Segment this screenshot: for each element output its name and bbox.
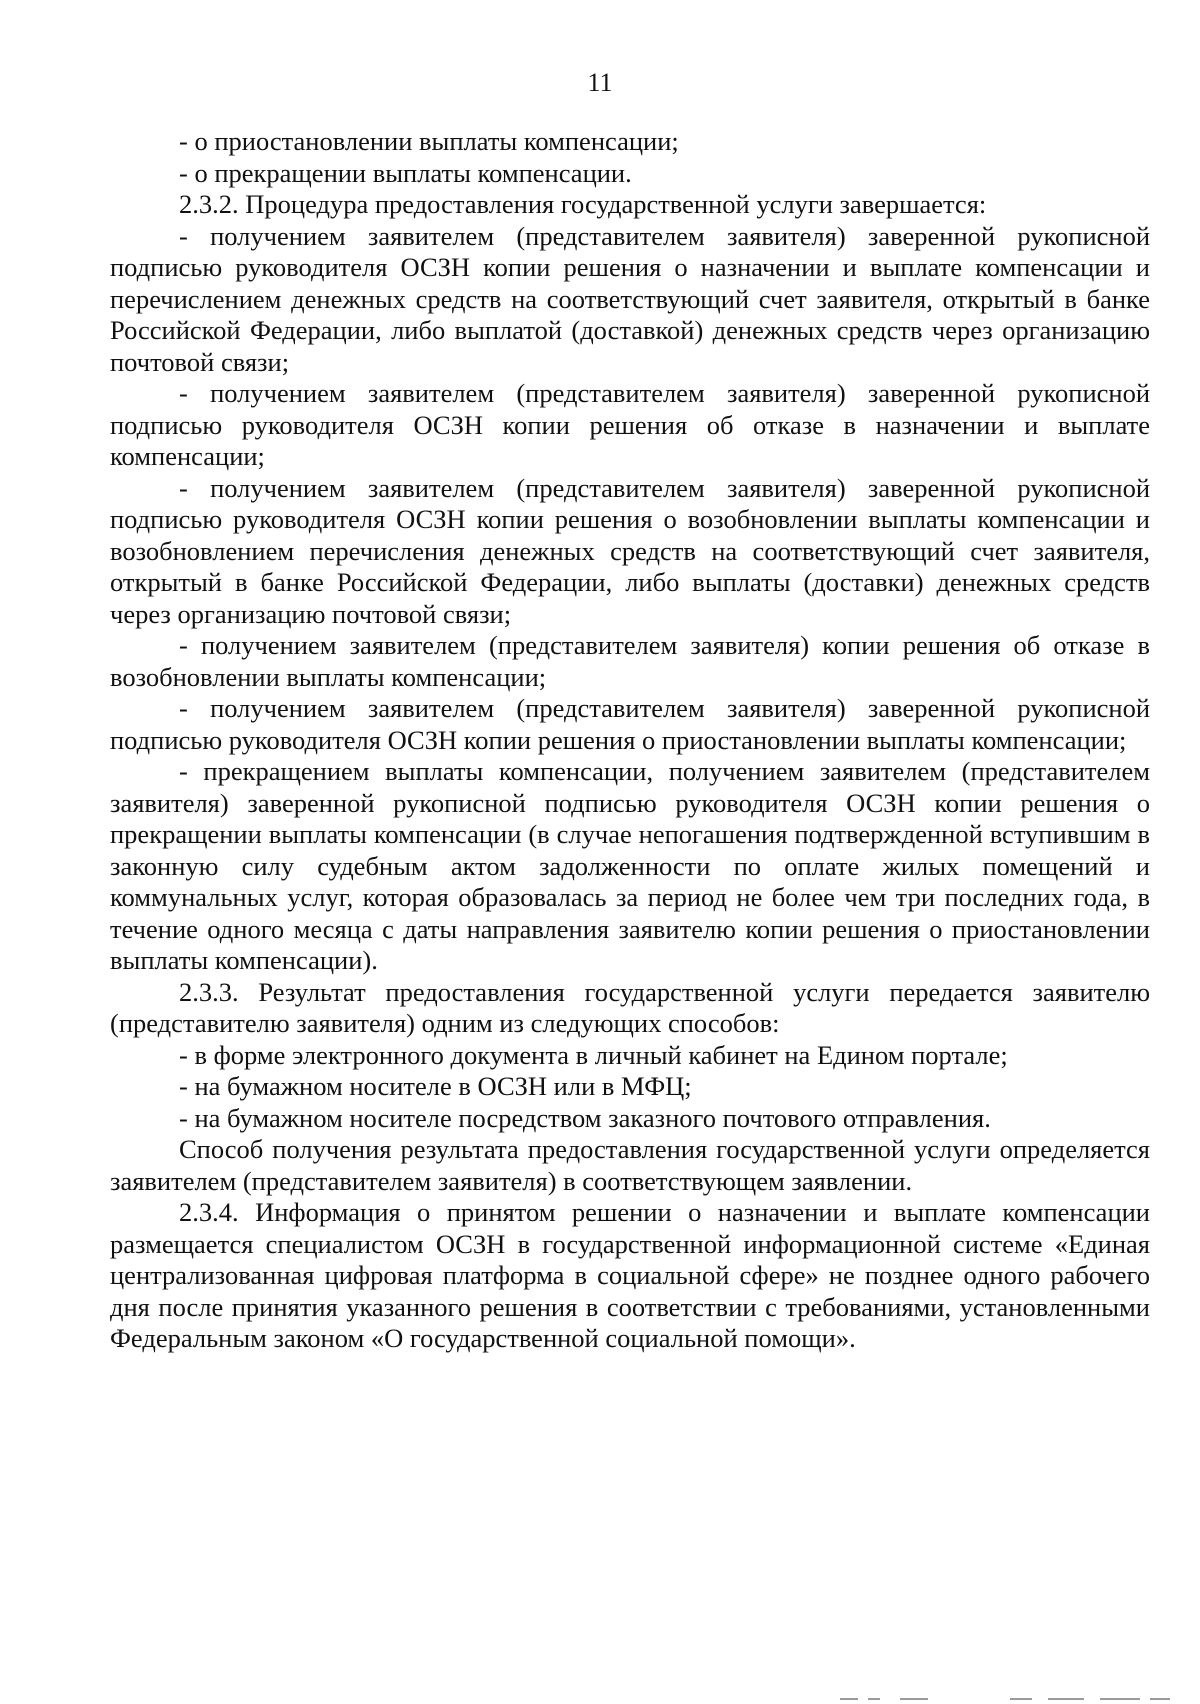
paragraph-completion-refusal: - получением заявителем (представителем заявителя) заверенной рукописной подписью руководителя ОСЗН копии решения об отказе в назначении и выплате компенсации; xyxy=(110,378,1150,471)
paragraph-completion-resumption: - получением заявителем (представителем заявителя) заверенной рукописной подписью руководителя ОСЗН копии решения о возобновлении выплаты компенсации и возобновлением перечисления денежных средств на соответствующий счет заявителя, открытый в банке Российской Федерации, либо выплаты (доставки) денежных средств через организацию почтовой связи; xyxy=(110,472,1150,629)
scan-artifact-mark xyxy=(1100,1698,1140,1700)
paragraph-termination-item: - о прекращении выплаты компенсации. xyxy=(179,157,632,188)
paragraph-2-3-3-result-delivery: 2.3.3. Результат предоставления государственной услуги передается заявителю (представителю заявителя) одним из следующих способов: xyxy=(110,976,1150,1038)
paragraph-completion-termination: - прекращением выплаты компенсации, получением заявителем (представителем заявителя) заверенной рукописной подписью руководителя ОСЗН копии решения о прекращении выплаты компенсации (в случае непогашения подтвержденной вступившим в законную силу судебным актом задолженности по оплате жилых помещений и коммунальных услуг, которая образовалась за период не более чем три последних года, в течение одного месяца с даты направления заявителю копии решения о приостановлении выплаты компенсации). xyxy=(110,756,1150,975)
page-number: 11 xyxy=(587,68,613,97)
paragraph-2-3-4-information: 2.3.4. Информация о принятом решении о назначении и выплате компенсации размещается специалистом ОСЗН в государственной информационной системе «Единая централизованная цифровая платформа в социальной сфере» не позднее одного рабочего дня после принятия указанного решения в соответствии с требованиями, установленными Федеральным законом «О государственной социальной помощи». xyxy=(110,1197,1150,1353)
paragraph-delivery-method: Способ получения результата предоставления государственной услуги определяется заявителем (представителем заявителя) в соответствующем заявлении. xyxy=(110,1134,1150,1196)
document-body xyxy=(110,126,1150,1355)
scan-artifact-mark xyxy=(900,1698,928,1700)
scan-artifact-mark xyxy=(868,1698,880,1700)
scan-artifact-mark xyxy=(1010,1698,1032,1700)
paragraph-completion-suspension: - получением заявителем (представителем заявителя) заверенной рукописной подписью руководителя ОСЗН копии решения о приостановлении выплаты компенсации; xyxy=(110,693,1150,755)
paragraph-completion-resumption-refusal: - получением заявителем (представителем заявителя) копии решения об отказе в возобновлении выплаты компенсации; xyxy=(110,630,1150,692)
scan-artifact-mark xyxy=(1048,1698,1084,1700)
scan-artifact-mark xyxy=(840,1698,858,1700)
paragraph-2-3-2-heading: 2.3.2. Процедура предоставления государственной услуги завершается: xyxy=(179,189,987,219)
paragraph-delivery-paper-mail: - на бумажном носителе посредством заказного почтового отправления. xyxy=(179,1102,991,1133)
paragraph-completion-assignment: - получением заявителем (представителем заявителя) заверенной рукописной подписью руководителя ОСЗН копии решения о назначении и выплате компенсации и перечислением денежных средств на соответствующий счет заявителя, открытый в банке Российской Федерации, либо выплатой (доставкой) денежных средств через организацию почтовой связи; xyxy=(110,220,1150,377)
paragraph-delivery-electronic: - в форме электронного документа в личный кабинет на Едином портале; xyxy=(179,1039,1008,1070)
paragraph-suspension-item: - о приостановлении выплаты компенсации; xyxy=(179,126,679,156)
scan-artifact-mark xyxy=(1150,1698,1170,1700)
paragraph-delivery-paper-office: - на бумажном носителе в ОСЗН или в МФЦ; xyxy=(179,1071,692,1101)
scan-edge-artifact xyxy=(0,1694,1200,1704)
